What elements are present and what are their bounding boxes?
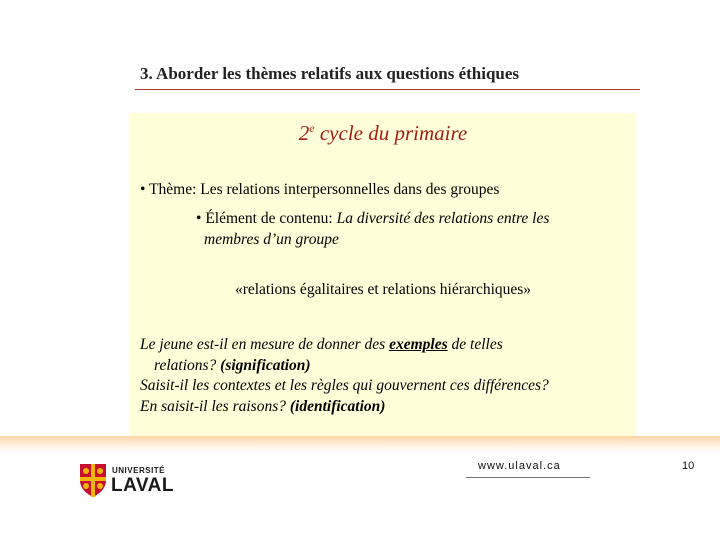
bullet-marker: • [140, 181, 146, 198]
content-element-bullet-item [196, 208, 616, 250]
question-3-text: En saisit-il les raisons? [140, 397, 290, 415]
question-1-tag: (signification) [220, 356, 311, 374]
question-2: Saisit-il les contextes et les règles qui gouvernent ces différences? [140, 377, 549, 394]
question-3-tag: (identification) [289, 397, 386, 415]
url-underline [466, 477, 590, 478]
heading-superscript: e [309, 121, 315, 135]
logo-laval-text: LAVAL [111, 475, 175, 496]
website-link[interactable]: www.ulaval.ca [478, 460, 561, 472]
theme-bullet-item [140, 181, 630, 199]
slide-title: 3. Aborder les thèmes relatifs aux questions éthiques [140, 64, 520, 83]
cycle-heading [130, 121, 636, 146]
question-1-line2 [140, 356, 632, 377]
bullet-marker: • [196, 210, 202, 227]
title-divider [135, 89, 640, 90]
shield-icon [78, 462, 108, 498]
university-logo[interactable] [78, 462, 175, 500]
element-text-line2: membres d’un groupe [204, 231, 339, 248]
questions-block [140, 335, 632, 417]
relations-quote: «relations égalitaires et relations hiérarchiques» [234, 281, 532, 298]
question-1-line1 [140, 335, 632, 356]
heading-text: cycle du primaire [314, 121, 468, 145]
question-1-part2: de telles [447, 336, 503, 353]
page-number: 10 [682, 460, 695, 472]
question-1-part1: Le jeune est-il en mesure de donner des [140, 336, 390, 353]
question-1-line2-text: relations? [154, 356, 221, 374]
question-3 [140, 397, 632, 418]
footer-gradient-band [0, 436, 720, 452]
element-label: Élément de contenu: [205, 210, 333, 227]
heading-number: 2 [298, 121, 310, 145]
logo-university-text: UNIVERSITÉ [112, 466, 166, 475]
theme-label: Thème: [149, 181, 197, 198]
element-text-line1: La diversité des relations entre les [332, 210, 550, 227]
theme-text: Les relations interpersonnelles dans des groupes [196, 181, 500, 198]
question-1-emphasis: exemples [389, 336, 448, 353]
